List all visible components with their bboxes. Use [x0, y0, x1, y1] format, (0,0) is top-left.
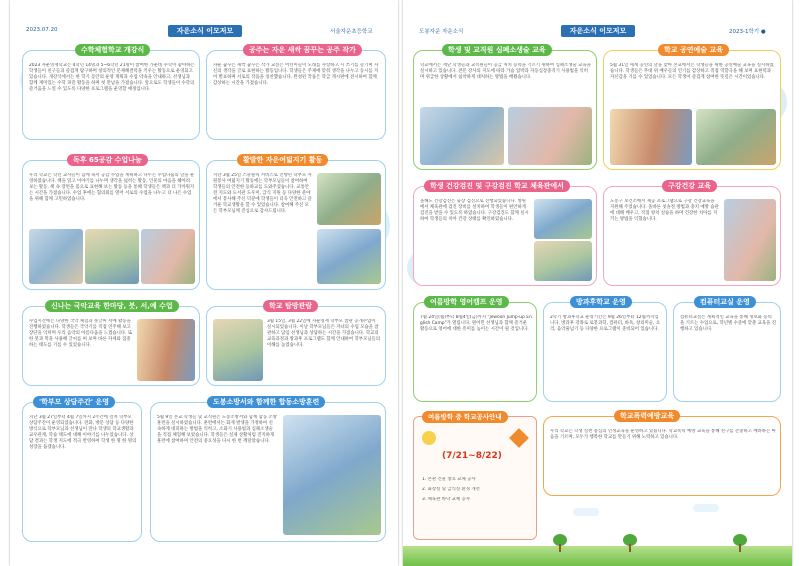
section-title: 자운소식 이모저모 [561, 25, 635, 37]
card-text: 도봉구 보건소에서 제공 프로그램으로 구강 건강교육을 지원해 주었습니다. 올바른 칫솔질 방법과 충치 예방 습관에 대해 배우고, 직접 양치 실습을 하며 건강한 치아를 지키는 방법을 익혔습니다. [610, 199, 719, 222]
card-english-camp [413, 298, 537, 402]
card-health-check [413, 182, 597, 286]
card-computer-class [673, 298, 781, 402]
section-title: 자운소식 이모저모 [168, 25, 242, 37]
card-title: 학교 탐방관람 [263, 300, 318, 312]
construction-notice [413, 413, 537, 540]
card-title: 구강건강 교육 [662, 180, 717, 192]
photo [724, 199, 776, 281]
card-title: '학부모 상담주간' 운영 [33, 396, 115, 408]
card-fire-drill [150, 398, 386, 542]
school-name: 서울자운초등학교 [330, 29, 373, 35]
card-title: 활발한 자운여덟지기 활동 [237, 154, 328, 166]
card-text: 자운 꿈꾸는 새싹 꿈꾸는 작가 교실은 어린이들이 노래를 사랑하고 시 쓰기를 즐기며 자신의 생각을 글로 표현하는 활동입니다. 학생들은 주제에 맞춰 생각을 나누고 동시를 지어 발표하며 서로의 작품을 칭찬했습니다. 완성된 작품은 학급 게시판에 전시하여 함께 감상하는 시간을 가졌습니다. [213, 63, 379, 86]
tree-icon [553, 534, 567, 552]
card-title: 학교폭력예방교육 [614, 410, 680, 422]
card-title: 방과후학교 운영 [570, 296, 632, 308]
card-text: 우리 학교는 학년 교사들이 함께 독서 공감 수업을 계획하고 나누는 수업나눔의 날을 운영하였습니다. 책을 읽고 이야기를 나누며 생각을 넓히는 활동, 인물의 마음을 헤아려 보는 활동, 책 속 장면을 몸으로 표현해 보는 활동 등을 통해 학생들은 책과 더 가까워지는 시간을 가졌습니다. 수업 후에는 협의회를 열어 서로의 수업을 나누고 더 나은 수업을 위해 함께 고민하였습니다. [29, 173, 195, 202]
card-title: 학교 공연예술 교육 [658, 44, 729, 56]
card-title: 도봉소방서와 함께한 합동소방훈련 [207, 396, 325, 408]
card-math-school [22, 46, 200, 140]
photo [420, 107, 504, 165]
card-dental [603, 182, 781, 286]
left-page [10, 0, 398, 566]
photo [610, 109, 692, 165]
tree-icon [623, 534, 637, 552]
card-text: 지난 3월 27일부터 4월 7일까지 2주간에 걸쳐 학부모 상담주간이 운영되었습니다. 전화, 방문 상담 등 다양한 방식으로 학부모님과 선생님이 만나 학생의 학교생활과 교우관계, 학습 태도에 대해 이야기를 나누었습니다. 상담 결과는 학생 지도에 적극 반영하여 학생 한 명 한 명의 성장을 돕겠습니다. [29, 415, 137, 450]
card-text: 지난 3월 25일 스쿨클릭 서비스로 진행된 학부모 자원봉사 여덟지기 활동에는 학부모님들이 참여하여 학생들의 안전한 등하교를 도와주셨습니다. 교통안전 지도와 도서관 도우미, 급식 지원 등 다양한 분야에서 봉사해 주신 덕분에 학생들이 더욱 안전하고 즐거운 학교생활을 할 수 있었습니다. 참여해 주신 모든 학부모님께 진심으로 감사드립니다. [213, 173, 312, 214]
right-page [403, 0, 792, 566]
card-text: 우리 학교는 학생 실천 중심의 인성교육을 운영하고 있습니다. 학교폭력 예방 교육을 통해 친구를 존중하고 배려하는 마음을 기르며, 모두가 행복한 학교를 만들기 위해 노력하고 있습니다. [550, 429, 776, 440]
card-performing-arts [603, 46, 781, 170]
card-title: 수학체험학교 개강식 [75, 44, 150, 56]
card-violence-prevention [543, 412, 781, 496]
card-cpr [413, 46, 597, 170]
photo [85, 229, 139, 284]
card-text: 3월 15일, 3월 22일에 자운영재 학부모 참관 공개수업이 실시되었습니다. 이날 학부모님들은 자녀의 수업 모습을 참관하고 담임 선생님과 상담하는 시간을 가졌습니다. 학교의 교육과정과 방과후 프로그램도 함께 안내하여 학부모님들의 이해를 높였습니다. [267, 319, 381, 348]
card-text: 컴퓨터교실은 계획적인 교육을 통해 정보화 능력을 기르는 수업으로, 학년별 수준에 맞춘 교육을 진행하고 있습니다. [680, 315, 776, 332]
card-text: 5월 31일 세계 공연의 날을 맞아 본교에서는 학생들을 위한 공연예술 교육을 실시하였습니다. 학생들은 무대 위 배우들의 연기를 감상하고 직접 역할극을 해 보며 표현력과 자신감을 기를 수 있었습니다. 모든 학생이 즐겁게 참여한 뜻깊은 시간이었습니다. [610, 63, 774, 80]
photo [508, 107, 592, 165]
card-title: 공주는 자운 새싹 꿈꾸는 공주 작가 [243, 44, 362, 56]
worker-icon [422, 431, 436, 445]
notice-title: 여름방학 중 학교공사안내 [422, 411, 508, 423]
card-text: 7월 24일(월)부터 8월4일(금)까지 "Jewoon Jump-up English Camp"가 열립니다. 원어민 선생님과 함께 즐거운 활동으로 영어에 대한 흥미를 높이는 시간이 될 것입니다. [420, 315, 532, 332]
card-reading [22, 156, 200, 290]
photo [29, 229, 83, 284]
card-title: 독후 65공감 수업나눔 [67, 154, 148, 166]
notice-item: 2. 화장실 및 급식실 환경 개선 [422, 487, 480, 492]
card-text: 학교에서는 재난 학생들과 교직원들이 응급 처치 능력을 기르기 위하여 심폐소생술 교육을 실시하고 있습니다. 전문 강사의 지도에 따라 가슴 압박과 자동심장충격기 사용법을 익히며 위급한 상황에서 침착하게 대처하는 방법을 배웠습니다. [420, 63, 591, 80]
warning-icon [509, 428, 529, 448]
card-title: 학생 건강검진 및 구강검진 학교 체육관에서 [424, 180, 570, 192]
photo [317, 173, 381, 225]
card-text: 2023 자운영재학교는 4학년 14명과 5~6학년 21명이 참여한 가운데 수학이 좋아하는 학생들이 친구들과 즐겁게 탐구하며 창의적인 문제해결력을 키우는 활동으로 운영되고 있습니다. 개강식에서는 한 학기 동안의 운영 계획과 수업 약속을 안내하고, 선생님과 함께 재미있는 수학 퍼즐 활동을 하며 첫 만남을 가졌습니다. 앞으로도 학생들이 수학의 즐거움을 느낄 수 있도록 다양한 프로그램을 운영할 예정입니다. [29, 63, 195, 92]
card-counseling [22, 398, 142, 542]
tree-icon [733, 534, 747, 552]
issue-date: 2023.07.20 [26, 27, 58, 33]
card-gugak [22, 302, 200, 386]
volume-number: 2023-1학기 ● [729, 29, 766, 35]
card-volunteers [206, 156, 386, 290]
left-header [10, 25, 398, 37]
card-text: 올해도 건강검진은 출장 검진으로 진행되었습니다. 병원에서 체육관에 검진 장비를 설치하여 학생들이 편안하게 검진을 받을 수 있도록 하였습니다. 구강검진도 함께 실시하여 학생들의 치아 건강 상태를 확인하였습니다. [420, 199, 529, 222]
notice-item: 1. 본관 건물 창호 교체 공사 [422, 477, 476, 482]
photo [696, 109, 776, 165]
notice-item: 3. 체육관 바닥 교체 공사 [422, 497, 470, 502]
card-text: 수업시간에는 다양한 국악 체험과 붓글씨 서예 활동을 진행하였습니다. 학생들은 국악기를 직접 연주해 보고 장단을 익히며 우리 음악의 아름다움을 느꼈습니다. 또한 붓과 먹을 사용해 글씨를 써 보며 바른 자세와 집중하는 태도를 기를 수 있었습니다. [29, 319, 133, 348]
newsletter-name: 도봉자운 자운소식 [419, 29, 464, 35]
card-text: 2학기 방과후학교 운영기간은 9월 26일부터 12월까지입니다. 방과후 강좌로 로봇과학, 컴퓨터, 바둑, 창의미술, 요리, 음악줄넘기 등 다양한 프로그램이 준비되어 있습니다. [550, 315, 661, 332]
card-title: 컴퓨터교실 운영 [694, 296, 756, 308]
card-text: 5월 9일 본교 학생들 및 교직원은 도봉소방서와 함께 합동 소방훈련을 실시하였습니다. 훈련에서는 화재 발생을 가정하여 신속하게 대피하는 방법을 익히고, 소화기 사용법과 심폐소생술을 직접 체험해 보았습니다. 학생들은 실제 상황처럼 진지하게 훈련에 참여하며 안전의 중요성을 다시 한 번 깨달았습니다. [157, 415, 277, 444]
cloud [573, 508, 599, 516]
right-header [403, 25, 792, 37]
card-title: 신나는 국악교육 한마당, 붓, 서,예 수업 [45, 300, 179, 312]
cloud [693, 504, 719, 512]
card-title: 학생 및 교직원 심폐소생술 교육 [442, 44, 552, 56]
card-writers [206, 46, 386, 140]
photo [534, 241, 592, 281]
photo [283, 415, 381, 535]
photo [141, 229, 195, 284]
notice-date: (7/21~8/22) [442, 451, 502, 461]
card-title: 여름방학 영어캠프 운영 [424, 296, 509, 308]
card-afterschool [543, 298, 667, 402]
photo [137, 319, 195, 381]
photo [213, 319, 263, 381]
photo [317, 229, 381, 284]
photo [534, 199, 592, 239]
card-open-class [206, 302, 386, 386]
